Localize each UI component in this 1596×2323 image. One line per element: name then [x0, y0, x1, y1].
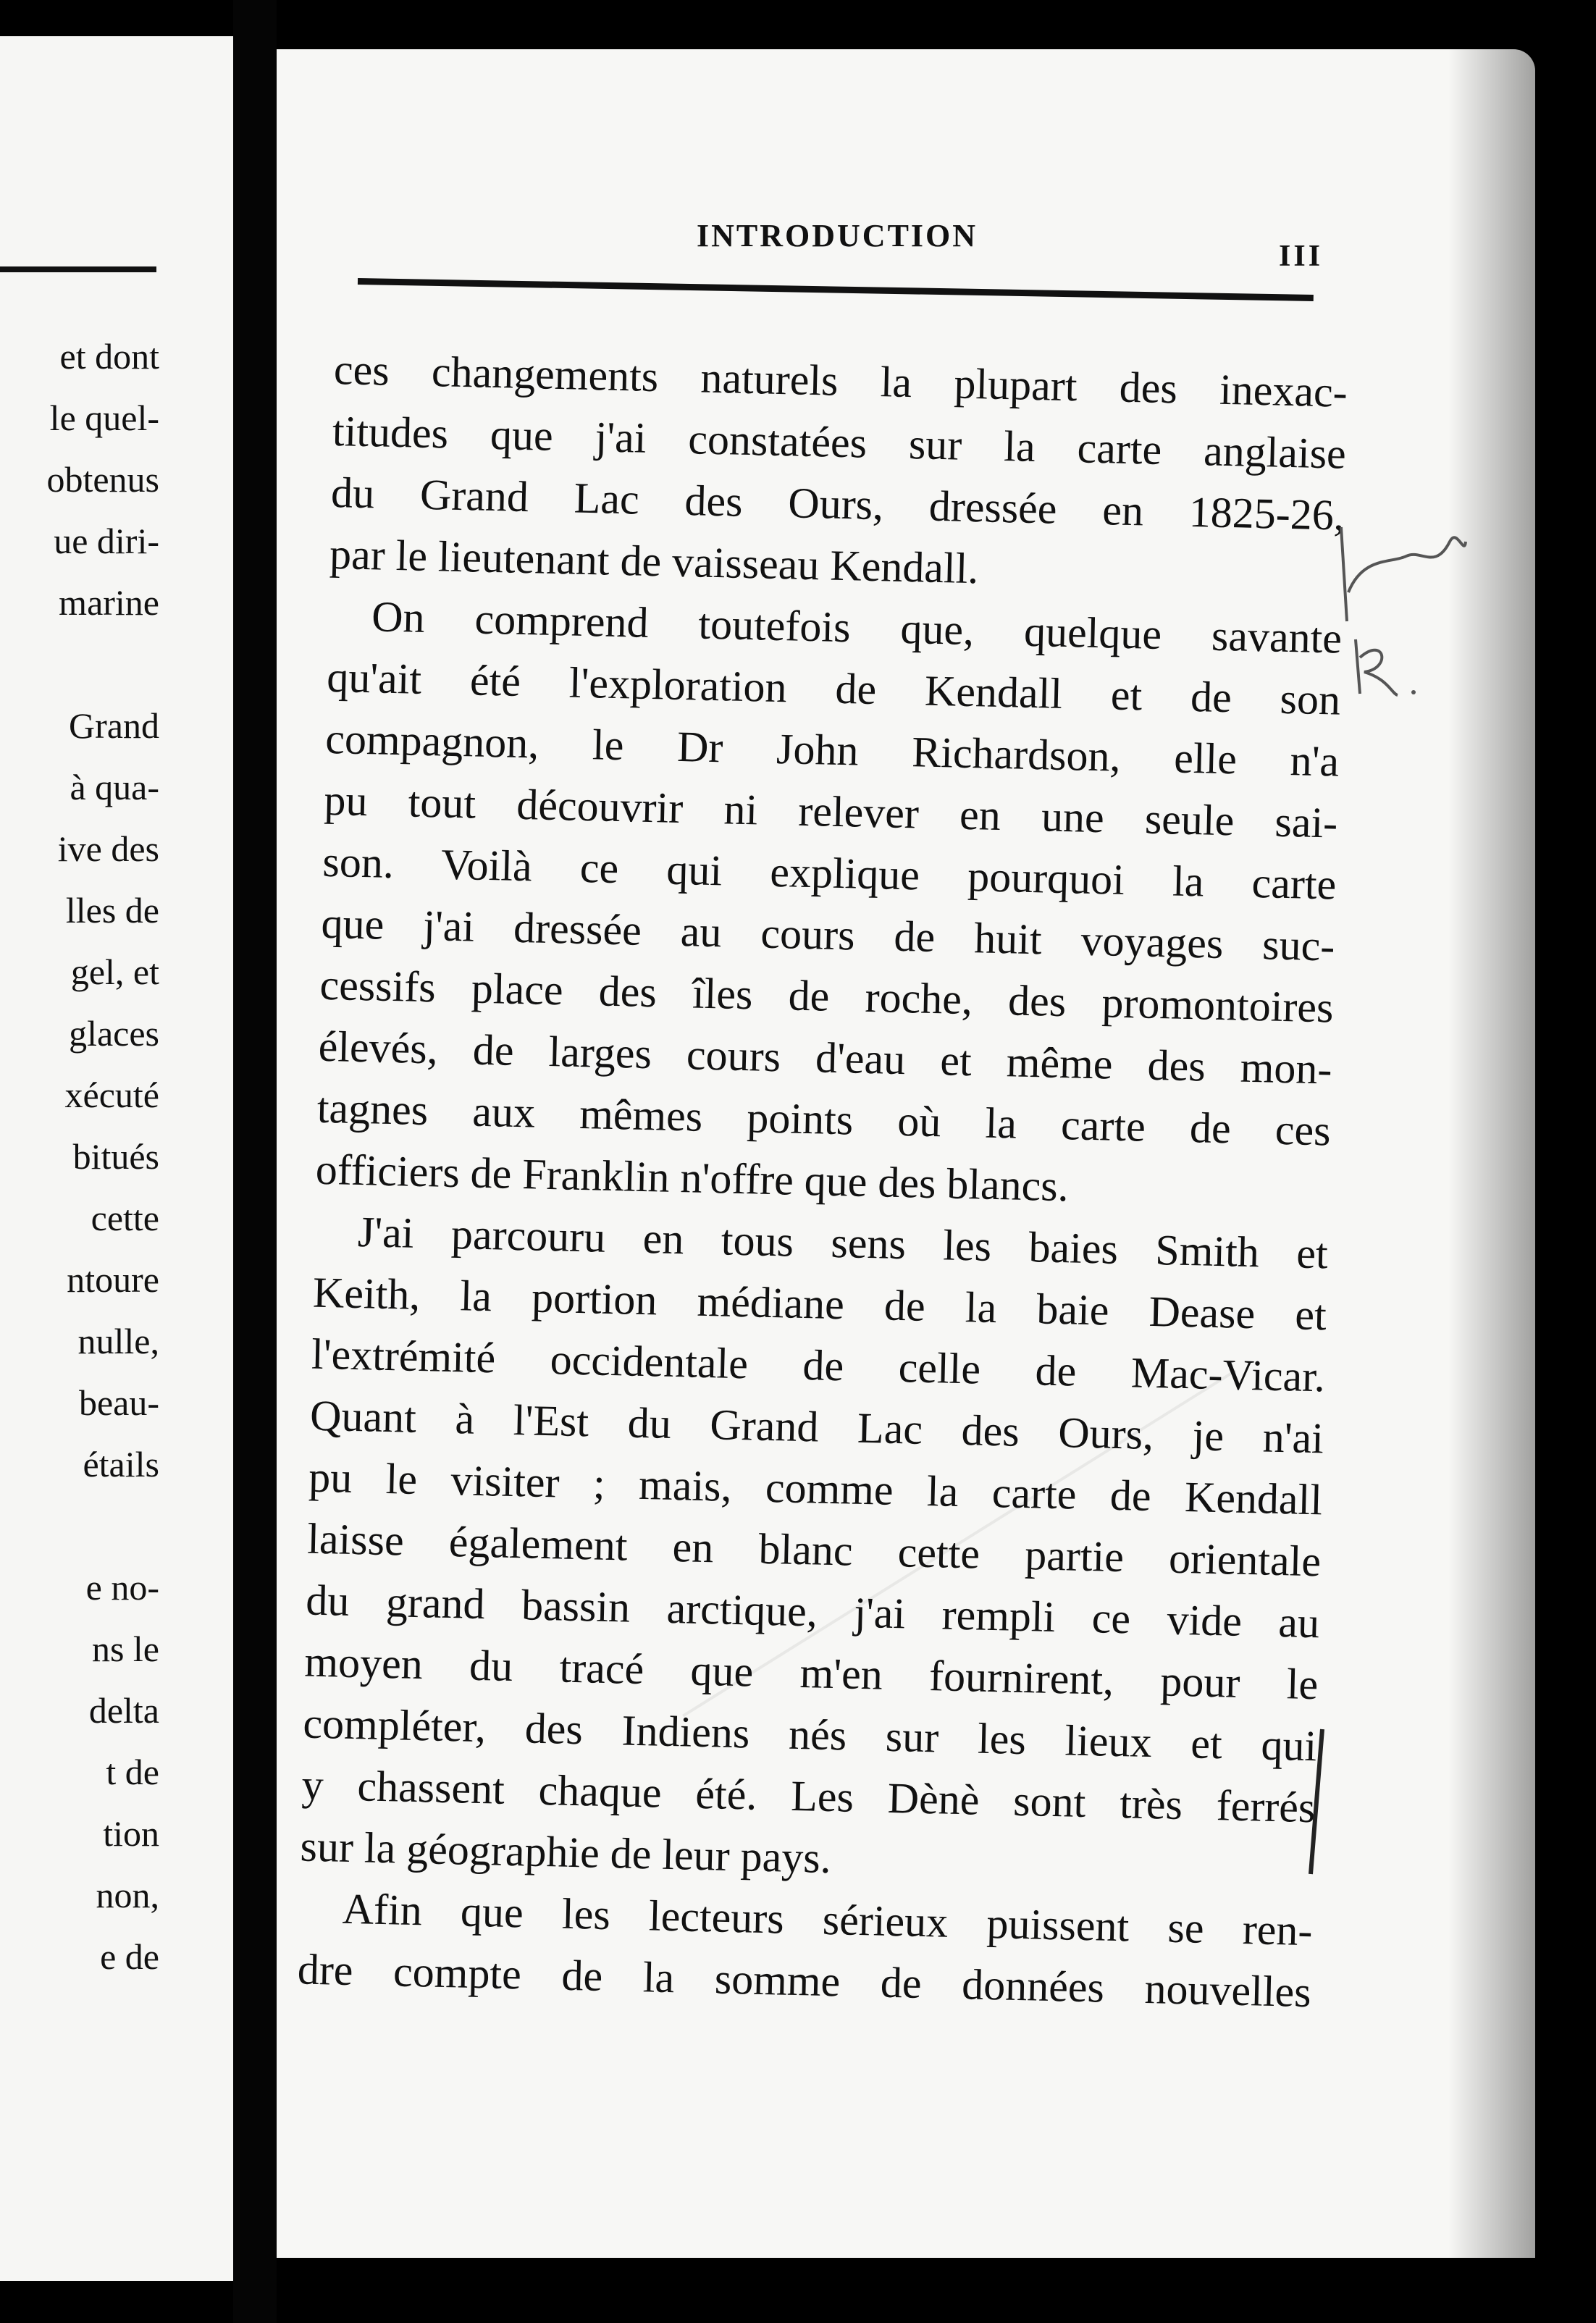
left-line: nulle, [77, 1321, 159, 1361]
left-page-text [46, 326, 159, 1988]
left-line: beau- [78, 1382, 159, 1423]
left-line: Grand [69, 705, 159, 746]
left-line: e no- [85, 1567, 159, 1608]
left-line: bitués [72, 1136, 159, 1177]
text-line: laisse également en blanc cette partie orientale [306, 1514, 1322, 1586]
text-line: tagnes aux mêmes points où la carte de ces [316, 1083, 1332, 1155]
margin-bracket-mark [1295, 1722, 1338, 1881]
text-line: son. Voilà ce qui explique pourquoi la carte [322, 837, 1337, 909]
text-line: y chassent chaque été. Les Dènè sont très ferrés [301, 1760, 1316, 1832]
running-head: INTRODUCTION [697, 218, 978, 253]
left-line: gel, et [70, 952, 159, 992]
left-page-header-rule [0, 266, 156, 272]
left-line: ue diri- [54, 521, 159, 561]
left-page [0, 36, 233, 2281]
left-line: étails [83, 1444, 159, 1484]
left-line-blank [46, 1495, 159, 1557]
left-line: le quel- [49, 398, 159, 438]
left-line: ntoure [67, 1259, 159, 1300]
text-line: dre compte de la somme de données nouvelles [297, 1945, 1312, 2017]
left-line: lles de [65, 890, 159, 931]
left-line: ive des [57, 828, 159, 869]
text-line: sur la géographie de leur pays. [300, 1822, 832, 1883]
left-line: marine [59, 582, 159, 623]
text-line: que j'ai dressée au cours de huit voyages suc- [320, 899, 1336, 970]
text-line: titudes que j'ai constatées sur la carte anglaise [332, 406, 1347, 478]
left-line: et dont [59, 336, 159, 377]
left-line: obtenus [46, 459, 159, 500]
page-edge-shadow [1448, 49, 1535, 2258]
text-line: par le lieutenant de vaisseau Kendall. [329, 529, 980, 593]
left-line: ns le [91, 1629, 159, 1669]
right-page [277, 49, 1535, 2258]
text-line: ces changements naturels la plupart des inexac- [333, 345, 1348, 416]
left-line: glaces [69, 1013, 159, 1054]
left-line: e de [100, 1936, 159, 1977]
text-line: moyen du tracé que m'en fournirent, pour le [303, 1637, 1319, 1709]
text-line: compagnon, le Dr John Richardson, elle n'a [324, 714, 1340, 786]
left-line: t de [106, 1752, 159, 1792]
left-line: à qua- [70, 767, 159, 807]
text-line: élevés, de larges cours d'eau et même des mon- [318, 1022, 1333, 1093]
text-line: pu tout découvrir ni relever en une seule sai- [323, 776, 1338, 847]
text-line: J'ai parcouru en tous sens les baies Smith et [357, 1208, 1329, 1278]
text-line: compléter, des Indiens nés sur les lieux et qui [302, 1699, 1318, 1770]
left-line: delta [88, 1690, 159, 1731]
text-line: qu'ait été l'exploration de Kendall et de son [326, 652, 1341, 724]
text-line: On comprend toutefois que, quelque savante [371, 592, 1343, 663]
left-line: non, [96, 1875, 159, 1915]
left-line-blank [46, 634, 159, 695]
text-line: Keith, la portion médiane de la baie Dease et [312, 1268, 1327, 1340]
page-number: III [1279, 240, 1324, 273]
body-text [297, 339, 1348, 2023]
text-line: du Grand Lac des Ours, dressée en 1825-26, [330, 468, 1345, 539]
text-line: officiers de Franklin n'offre que des blancs. [315, 1145, 1070, 1211]
text-line: du grand bassin arctique, j'ai rempli ce vide au [305, 1576, 1320, 1647]
left-line: tion [103, 1813, 159, 1854]
book-gutter [233, 0, 277, 2323]
text-line: cessifs place des îles de roche, des promontoires [319, 960, 1335, 1032]
text-line: l'extrémité occidentale de celle de Mac-Vicar. [311, 1329, 1326, 1401]
text-line: Quant à l'Est du Grand Lac des Ours, je n'ai [309, 1391, 1324, 1463]
handwritten-margin-note [1334, 513, 1471, 730]
text-line: Afin que les lecteurs sérieux puissent se ren- [342, 1884, 1314, 1955]
left-line: cette [91, 1198, 159, 1238]
left-line: xécuté [64, 1075, 159, 1115]
header-rule [358, 278, 1314, 301]
text-line: pu le visiter ; mais, comme la carte de Kendall [308, 1453, 1323, 1524]
